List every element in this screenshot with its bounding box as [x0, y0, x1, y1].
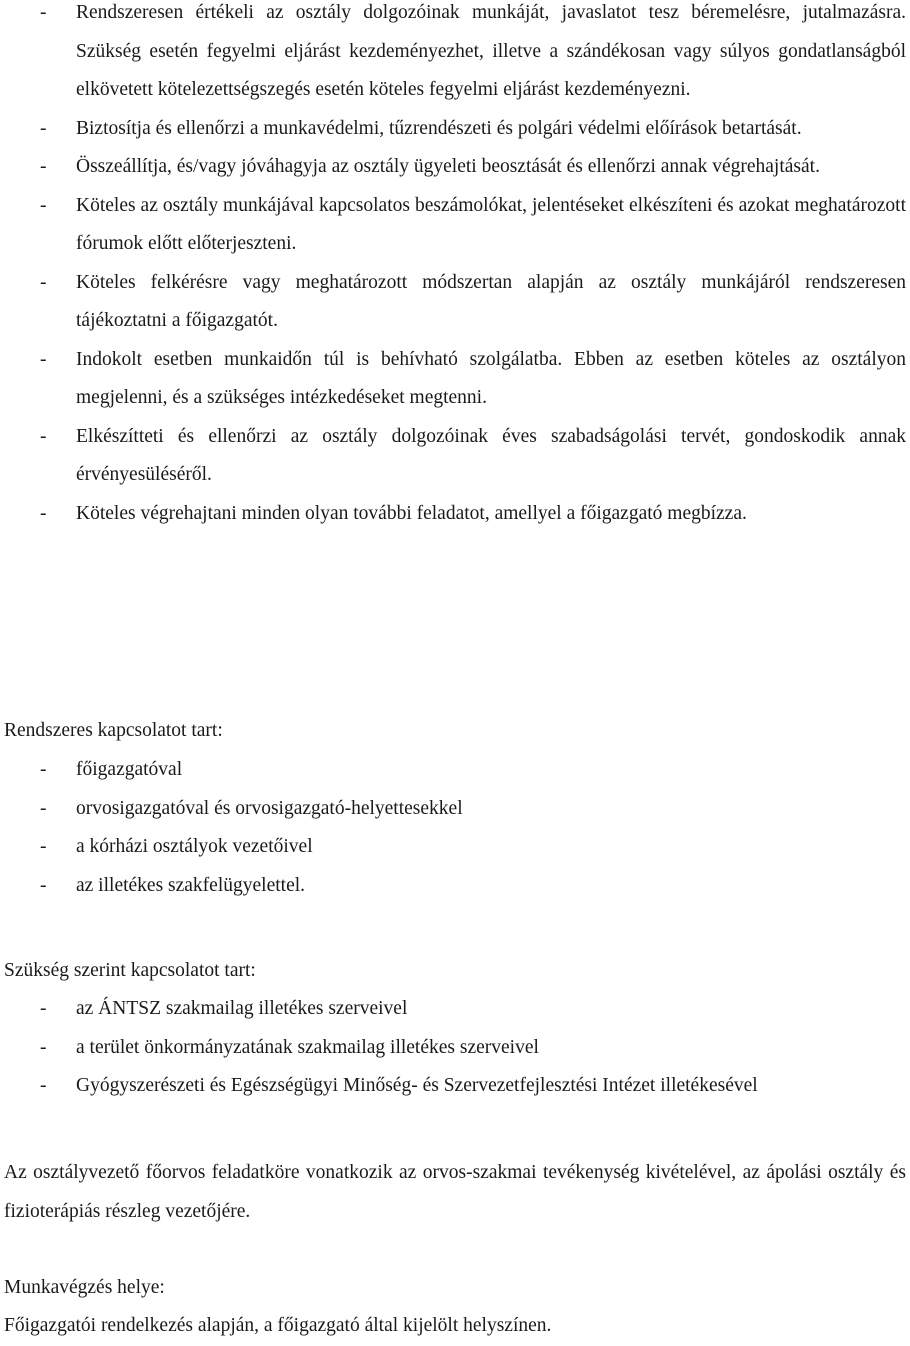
- duty-item: - Biztosítja és ellenőrzi a munkavédelmi, tűzrendészeti és polgári védelmi előírások betartását.: [0, 110, 906, 149]
- regular-contact-item: - főigazgatóval: [0, 751, 906, 790]
- duty-item: - Köteles felkérésre vagy meghatározott módszertan alapján az osztály munkájáról rendszeresen tájékoztatni a főigazgatót.: [0, 264, 906, 341]
- needed-contact-heading: Szükség szerint kapcsolatot tart:: [4, 960, 256, 981]
- needed-contact-item: - az ÁNTSZ szakmailag illetékes szerveivel: [0, 990, 906, 1029]
- duty-item: - Elkészítteti és ellenőrzi az osztály dolgozóinak éves szabadságolási tervét, gondoskodik annak érvényesüléséről.: [0, 418, 906, 495]
- duty-item: - Köteles végrehajtani minden olyan további feladatot, amellyel a főigazgató megbízza.: [0, 495, 906, 534]
- regular-contact-heading: Rendszeres kapcsolatot tart:: [4, 720, 223, 741]
- duty-item: - Rendszeresen értékeli az osztály dolgozóinak munkáját, javaslatot tesz béremelésre, jutalmazásra. Szükség esetén fegyelmi eljárást kezdeményezhet, illetve a szándékosan vagy súlyos gondatlanságból elkövetett kötelezettségszegés esetén köteles fegyelmi eljárást kezdeményezni.: [0, 0, 906, 110]
- duty-item: - Összeállítja, és/vagy jóváhagyja az osztály ügyeleti beosztását és ellenőrzi annak végrehajtását.: [0, 148, 906, 187]
- duty-item: - Indokolt esetben munkaidőn túl is behívható szolgálatba. Ebben az esetben köteles az osztályon megjelenni, és a szükséges intézkedéseket megtenni.: [0, 341, 906, 418]
- regular-contact-item: - a kórházi osztályok vezetőivel: [0, 828, 906, 867]
- workplace-text: Főigazgatói rendelkezés alapján, a főigazgató által kijelölt helyszínen.: [4, 1315, 552, 1336]
- duties-list: [0, 0, 906, 533]
- regular-contact-list: [0, 751, 906, 905]
- needed-contact-list: [0, 990, 906, 1106]
- duty-item: - Köteles az osztály munkájával kapcsolatos beszámolókat, jelentéseket elkészíteni és azokat meghatározott fórumok előtt előterjeszteni.: [0, 187, 906, 264]
- workplace-heading: Munkavégzés helye:: [4, 1277, 165, 1298]
- needed-contact-item: - a terület önkormányzatának szakmailag illetékes szerveivel: [0, 1029, 906, 1068]
- regular-contact-item: - orvosigazgatóval és orvosigazgató-helyettesekkel: [0, 790, 906, 829]
- scope-paragraph: Az osztályvezető főorvos feladatköre vonatkozik az orvos-szakmai tevékenység kivételével, az ápolási osztály és fizioterápiás részleg vezetőjére.: [4, 1162, 906, 1222]
- needed-contact-item: - Gyógyszerészeti és Egészségügyi Minőség- és Szervezetfejlesztési Intézet illetékesével: [0, 1067, 906, 1106]
- regular-contact-item: - az illetékes szakfelügyelettel.: [0, 867, 906, 906]
